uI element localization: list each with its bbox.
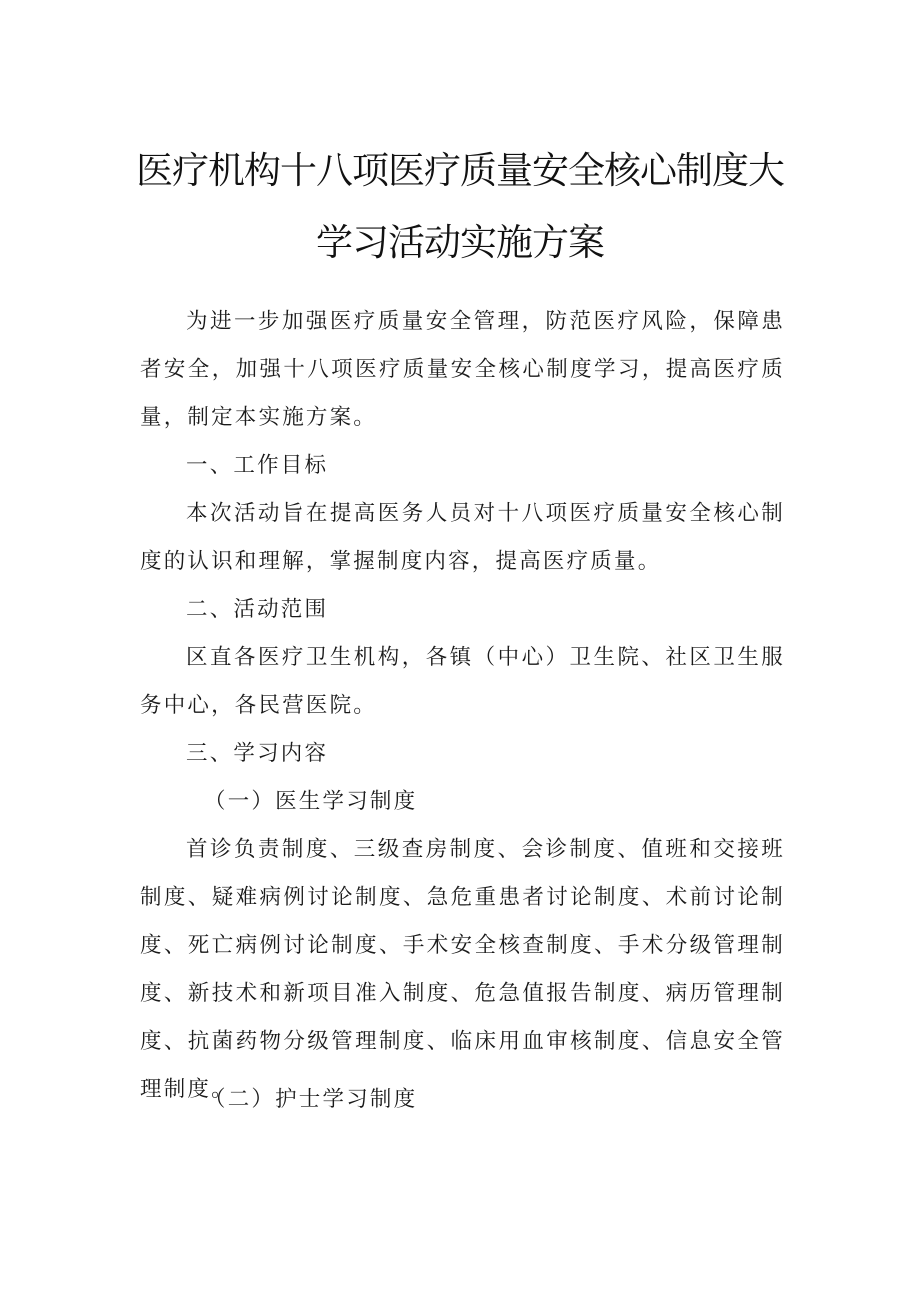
document-title-line-1: 医疗机构十八项医疗质量安全核心制度大 bbox=[136, 149, 784, 192]
subsection-heading-nurses: （二）护士学习制度 bbox=[204, 1087, 418, 1112]
document-title-line-2: 学习活动实施方案 bbox=[316, 221, 604, 264]
section-heading-scope: 二、活动范围 bbox=[186, 597, 329, 622]
section-heading-content: 三、学习内容 bbox=[186, 741, 329, 766]
doctors-systems-paragraph: 首诊负责制度、三级查房制度、会诊制度、值班和交接班制度、疑难病例讨论制度、急危重患者讨论制度、术前讨论制度、死亡病例讨论制度、手术安全核查制度、手术分级管理制度、新技术和新项目准入制度、危急值报告制度、病历管理制度、抗菌药物分级管理制度、临床用血审核制度、信息安全管理制度。 bbox=[140, 837, 785, 1102]
scope-paragraph: 区直各医疗卫生机构，各镇（中心）卫生院、社区卫生服务中心，各民营医院。 bbox=[140, 645, 785, 718]
subsection-heading-doctors: （一）医生学习制度 bbox=[204, 789, 418, 814]
intro-paragraph: 为进一步加强医疗质量安全管理，防范医疗风险，保障患者安全，加强十八项医疗质量安全核心制度学习，提高医疗质量，制定本实施方案。 bbox=[140, 309, 785, 430]
goals-paragraph: 本次活动旨在提高医务人员对十八项医疗质量安全核心制度的认识和理解，掌握制度内容，提高医疗质量。 bbox=[140, 501, 785, 574]
section-heading-goals: 一、工作目标 bbox=[186, 453, 329, 478]
